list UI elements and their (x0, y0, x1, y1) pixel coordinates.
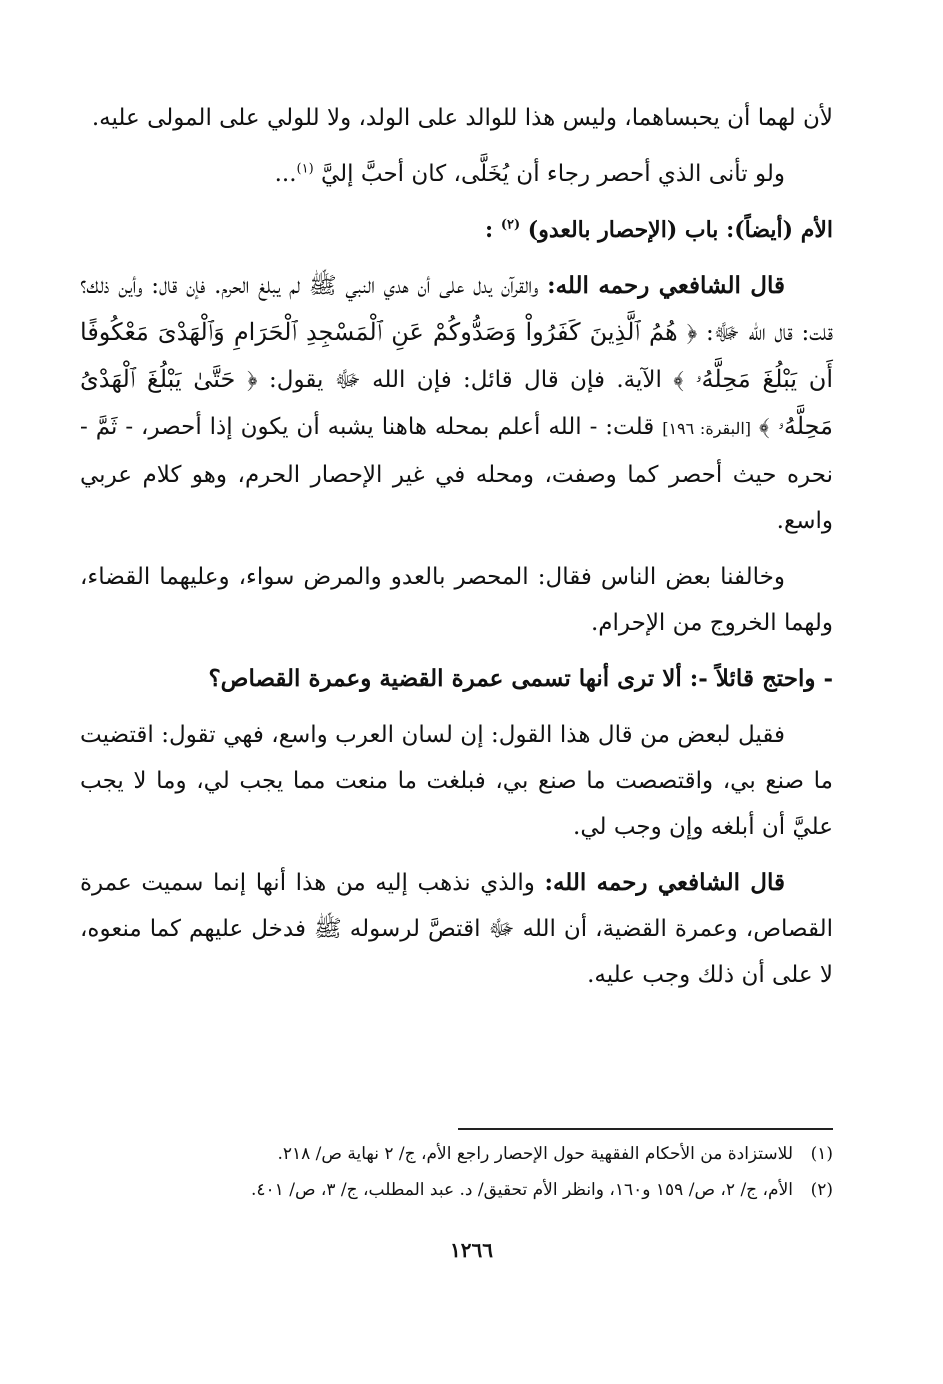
paragraph-1-text: لأن لهما أن يحبساهما، وليس هذا للوالد على الولد، ولا للولي على المولى عليه. (91, 105, 833, 131)
section-heading (80, 207, 833, 253)
quran-verse-2: ﴿ حَتَّىٰ يَبْلُغَ ٱلْهَدْىُ مَحِلَّهُۥ ﴾ (80, 365, 833, 440)
footnote-1 (80, 1136, 833, 1172)
footnote-divider (458, 1128, 833, 1130)
section-heading-colon: : (485, 217, 494, 243)
paragraph-4-text: وخالفنا بعض الناس فقال: المحصر بالعدو والمرض سواء، وعليهما القضاء، ولهما الخروج من الإحرام. (80, 564, 833, 636)
paragraph-6 (80, 712, 833, 850)
paragraph-3-text-2: الآية. فإن قال قائل: فإن الله ﷻ يقول: (269, 367, 662, 393)
paragraph-6-text: فقيل لبعض من قال هذا القول: إن لسان العرب واسع، فهي تقول: اقتضيت ما صنع بي، واقتصصت ما صنع بي، فبلغت ما منعت مما يجب لي، وما لا يجب عليَّ أن أبلغه وإن وجب لي. (80, 722, 833, 840)
footnote-ref-1: (١) (296, 161, 314, 177)
paragraph-2-ellipsis: ... (274, 161, 297, 187)
section-heading-text: الأم (أيضاً): باب (الإحصار بالعدو) (527, 217, 833, 243)
paragraph-3-lead: قال الشافعي رحمه الله: (547, 272, 785, 299)
paragraph-5 (80, 656, 833, 702)
paragraph-7-text: والذي نذهب إليه من هذا أنها إنما سميت عمرة القصاص، وعمرة القضية، أن الله ﷻ اقتصَّ لرسوله ﷺ فدخل عليهم كما منعوه، لا على أن ذلك وجب عليه. (80, 870, 833, 988)
footnote-1-text: للاستزادة من الأحكام الفقهية حول الإحصار راجع الأم، ج/ ٢ نهاية ص/ ٢١٨. (277, 1144, 793, 1164)
footnote-1-number: (١) (810, 1144, 833, 1164)
quran-verse-2-reference: [البقرة: ١٩٦] (662, 419, 752, 438)
paragraph-5-text: - واحتج قائلاً -: ألا ترى أنها تسمى عمرة القضية وعمرة القصاص؟ (208, 665, 833, 692)
quran-verse-1: ﴿ هُمُ ٱلَّذِينَ كَفَرُواْ وَصَدُّوكُمْ عَنِ ٱلْمَسْجِدِ ٱلْحَرَامِ وَٱلْهَدْىَ مَعْكُوفًا أَن يَبْلُغَ مَحِلَّهُۥ ﴾ (80, 318, 834, 393)
paragraph-7-lead: قال الشافعي رحمه الله: (544, 869, 785, 896)
footnote-ref-2: (٢) (500, 217, 521, 233)
footnote-2-text: الأم، ج/ ٢، ص/ ١٥٩ و١٦٠، وانظر الأم تحقيق/ د. عبد المطلب، ج/ ٣، ص/ ٤٠١. (251, 1180, 793, 1200)
page-number: ١٢٦٦ (450, 1238, 493, 1262)
footnote-2 (80, 1172, 833, 1208)
footnote-2-number: (٢) (810, 1180, 833, 1200)
paragraph-1 (80, 95, 833, 141)
footnotes (80, 1136, 833, 1208)
paragraph-3-text: والقرآن يدل على أن هدي النبي ﷺ لم يبلغ الحرم. فإن قال: وأين ذلك؟ قلت: قال الله ﷻ: (80, 273, 833, 346)
paragraph-3 (80, 263, 833, 544)
paragraph-2-text: ولو تأنى الذي أحصر رجاء أن يُخَلَّى، كان أحبَّ إليَّ (321, 161, 785, 187)
paragraph-4 (80, 554, 833, 646)
paragraph-2 (80, 151, 833, 197)
paragraph-7 (80, 860, 833, 998)
paragraph-3-text-3: قلت: - الله أعلم بمحله هاهنا يشبه أن يكون إذا أحصر، - ثَمَّ - نحره حيث أحصر كما وصفت، ومحله في غير الإحصار الحرم، وهو كلام عربي واسع. (80, 414, 833, 534)
